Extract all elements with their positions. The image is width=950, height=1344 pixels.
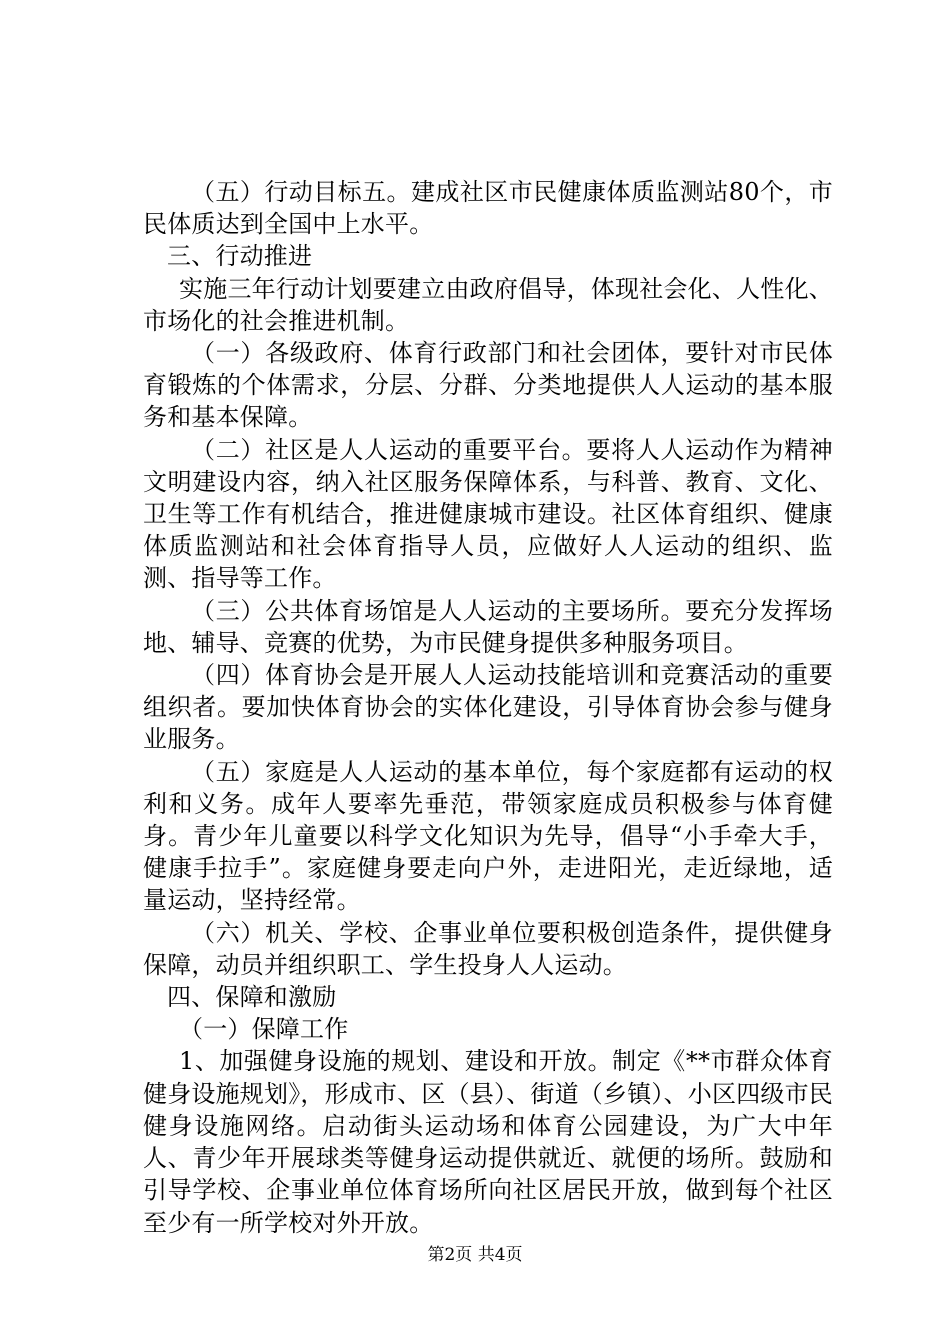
paragraph-item-6: （六）机关、学校、企事业单位要积极创造条件，提供健身保障，动员并组织职工、学生投身人人运动。 <box>143 918 833 979</box>
paragraph-item-1: （一）各级政府、体育行政部门和社会团体，要针对市民体育锻炼的个体需求，分层、分群、分类地提供人人运动的基本服务和基本保障。 <box>143 339 833 432</box>
page-number-footer: 第2页 共4页 <box>427 1245 523 1265</box>
section-heading-guarantee: 四、保障和激励 <box>167 983 337 1012</box>
paragraph-goal-five: （五）行动目标五。建成社区市民健康体质监测站80个，市民体质达到全国中上水平。 <box>143 178 833 239</box>
subsection-heading-guarantee-work: （一）保障工作 <box>179 1015 349 1044</box>
document-body <box>143 176 833 1239</box>
paragraph-item-3: （三）公共体育场馆是人人运动的主要场所。要充分发挥场地、辅导、竞赛的优势，为市民健身提供多种服务项目。 <box>143 596 833 657</box>
paragraph-mechanism: 实施三年行动计划要建立由政府倡导，体现社会化、人性化、市场化的社会推进机制。 <box>143 274 833 335</box>
paragraph-facilities: 1、加强健身设施的规划、建设和开放。制定《**市群众体育健身设施规划》，形成市、区（县）、街道（乡镇）、小区四级市民健身设施网络。启动街头运动场和体育公园建设，为广大中年人、青少年开展球类等健身运动提供就近、就便的场所。鼓励和引导学校、企事业单位体育场所向社区居民开放，做到每个社区至少有一所学校对外开放。 <box>143 1047 833 1237</box>
section-heading-action-promotion: 三、行动推进 <box>167 242 313 271</box>
paragraph-item-5: （五）家庭是人人运动的基本单位，每个家庭都有运动的权利和义务。成年人要率先垂范，带领家庭成员积极参与体育健身。青少年儿童要以科学文化知识为先导，倡导“小手牵大手，健康手拉手”。家庭健身要走向户外，走进阳光，走近绿地，适量运动，坚持经常。 <box>143 757 833 915</box>
paragraph-item-2: （二）社区是人人运动的重要平台。要将人人运动作为精神文明建设内容，纳入社区服务保障体系，与科普、教育、文化、卫生等工作有机结合，推进健康城市建设。社区体育组织、健康体质监测站和社会体育指导人员，应做好人人运动的组织、监测、指导等工作。 <box>143 435 833 593</box>
paragraph-item-4: （四）体育协会是开展人人运动技能培训和竞赛活动的重要组织者。要加快体育协会的实体化建设，引导体育协会参与健身业服务。 <box>143 661 833 754</box>
